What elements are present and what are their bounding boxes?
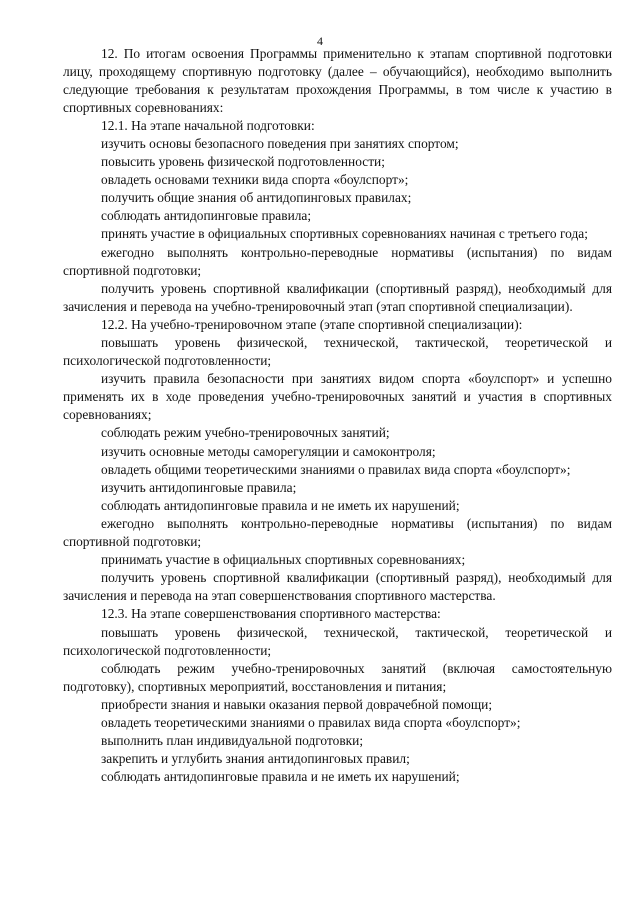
list-item: повышать уровень физической, технической, тактической, теоретической и психологической подготовленности; [63, 335, 612, 369]
list-item: соблюдать режим учебно-тренировочных занятий (включая самостоятельную подготовку), спортивных мероприятий, восстановления и питания; [63, 660, 612, 694]
list-item: овладеть основами техники вида спорта «боулспорт»; [101, 172, 409, 188]
paragraph-12-intro: 12. По итогам освоения Программы применительно к этапам спортивной подготовки лицу, проходящему спортивную подготовку (далее – обучающийся), необходимо выполнить следующие требования к результатам прохождения Программы, в том числе к участию в спортивных соревнованиях: [63, 45, 612, 115]
list-item: соблюдать режим учебно-тренировочных занятий; [101, 425, 390, 441]
list-item: получить уровень спортивной квалификации (спортивный разряд), необходимый для зачисления и перевода на этап совершенствования спортивного мастерства. [63, 570, 612, 604]
list-item: повысить уровень физической подготовленности; [101, 154, 385, 170]
heading-12-1: 12.1. На этапе начальной подготовки: [101, 117, 315, 133]
list-item: изучить основные методы саморегуляции и самоконтроля; [101, 443, 436, 459]
list-item: выполнить план индивидуальной подготовки; [101, 733, 364, 749]
list-item: повышать уровень физической, технической, тактической, теоретической и психологической подготовленности; [63, 624, 612, 658]
list-item: соблюдать антидопинговые правила и не иметь их нарушений; [101, 497, 460, 513]
list-item: ежегодно выполнять контрольно-переводные нормативы (испытания) по видам спортивной подготовки; [63, 515, 612, 550]
list-item: изучить антидопинговые правила; [101, 479, 297, 495]
list-item: получить общие знания об антидопинговых правилах; [101, 190, 412, 206]
heading-12-3: 12.3. На этапе совершенствования спортивного мастерства: [101, 606, 441, 622]
list-item: принимать участие в официальных спортивных соревнованиях; [101, 552, 466, 568]
page-number: 4 [317, 34, 323, 48]
list-item: изучить основы безопасного поведения при занятиях спортом; [101, 135, 459, 151]
list-item: соблюдать антидопинговые правила и не иметь их нарушений; [101, 769, 460, 785]
list-item: овладеть общими теоретическими знаниями о правилах вида спорта «боулспорт»; [101, 461, 571, 477]
list-item: закрепить и углубить знания антидопинговых правил; [101, 751, 410, 767]
list-item: ежегодно выполнять контрольно-переводные нормативы (испытания) по видам спортивной подготовки; [63, 244, 612, 278]
list-item: соблюдать антидопинговые правила; [101, 208, 312, 224]
list-item: получить уровень спортивной квалификации (спортивный разряд), необходимый для зачисления и перевода на учебно-тренировочный этап (этап спортивной специализации). [63, 280, 612, 314]
list-item: изучить правила безопасности при занятиях видом спорта «боулспорт» и успешно применять их в ходе проведения учебно-тренировочных занятий и участия в спортивных соревнованиях; [63, 371, 612, 423]
document-body [63, 45, 612, 787]
list-item: приобрести знания и навыки оказания первой доврачебной помощи; [101, 696, 493, 712]
list-item: принять участие в официальных спортивных соревнованиях начиная с третьего года; [101, 226, 588, 242]
list-item: овладеть теоретическими знаниями о правилах вида спорта «боулспорт»; [101, 714, 521, 730]
heading-12-2: 12.2. На учебно-тренировочном этапе (этапе спортивной специализации): [101, 316, 523, 332]
